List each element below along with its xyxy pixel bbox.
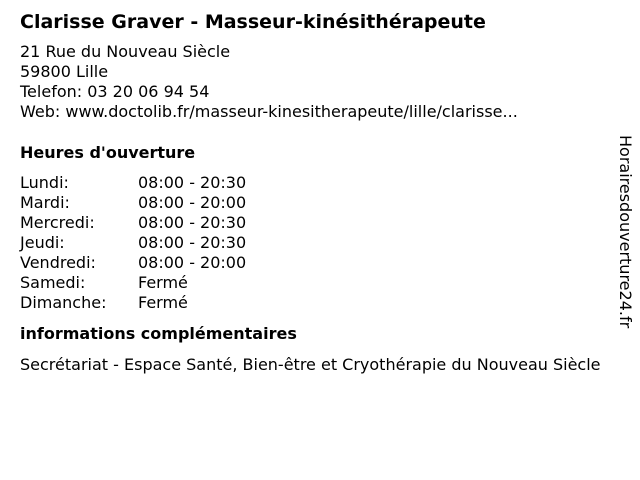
hours-time: 08:00 - 20:30 [138, 173, 247, 192]
hours-row [20, 253, 610, 273]
hours-time: Fermé [138, 293, 188, 312]
additional-info-text: Secrétariat - Espace Santé, Bien-être et Cryothérapie du Nouveau Siècle [20, 355, 601, 374]
hours-day: Vendredi: [20, 253, 96, 272]
hours-day: Jeudi: [20, 233, 65, 252]
website-link[interactable]: Web: www.doctolib.fr/masseur-kinesitherapeute/lille/clarisse... [20, 102, 518, 121]
business-title: Clarisse Graver - Masseur-kinésithérapeute [20, 11, 486, 33]
hours-row [20, 273, 610, 293]
hours-time: 08:00 - 20:30 [138, 213, 247, 232]
hours-row [20, 173, 610, 193]
hours-day: Dimanche: [20, 293, 107, 312]
phone-line: Telefon: 03 20 06 94 54 [20, 82, 210, 101]
opening-hours-table [20, 173, 610, 313]
site-watermark: Horairesdouverture24.fr [616, 135, 635, 329]
hours-day: Mardi: [20, 193, 70, 212]
hours-row [20, 193, 610, 213]
hours-day: Samedi: [20, 273, 86, 292]
opening-hours-heading: Heures d'ouverture [20, 143, 196, 162]
additional-info-heading: informations complémentaires [20, 324, 297, 343]
address-city: 59800 Lille [20, 62, 109, 81]
business-card [20, 10, 610, 375]
address-street: 21 Rue du Nouveau Siècle [20, 42, 231, 61]
hours-time: 08:00 - 20:00 [138, 253, 247, 272]
hours-row [20, 293, 610, 313]
hours-row [20, 213, 610, 233]
hours-day: Lundi: [20, 173, 69, 192]
hours-row [20, 233, 610, 253]
hours-time: 08:00 - 20:30 [138, 233, 247, 252]
hours-day: Mercredi: [20, 213, 95, 232]
hours-time: 08:00 - 20:00 [138, 193, 247, 212]
hours-time: Fermé [138, 273, 188, 292]
